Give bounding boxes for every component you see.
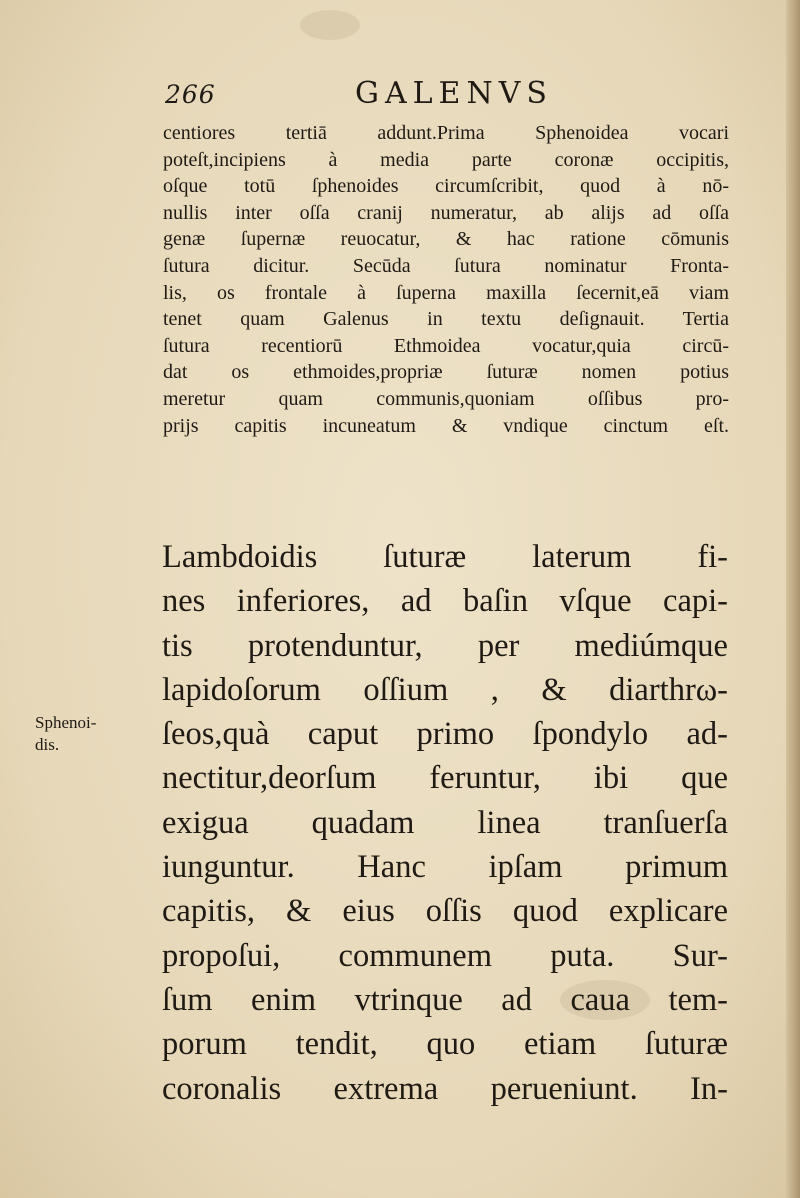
text-line: iunguntur. Hanc ipſam primum [162,849,728,886]
margin-note-line: dis. [35,735,60,754]
text-line: propoſui, communem puta. Sur- [162,937,728,974]
text-line: oſque totū ſphenoides circumſcribit, quod à nō- [163,175,729,198]
text-line: centiores tertiā addunt.Prima Sphenoidea vocari [163,122,729,144]
margin-note [35,712,155,756]
page-header-title: GALENVS [355,76,553,111]
text-line: coronalis extrema perueniunt. In- [162,1070,728,1107]
text-line: prijs capitis incuneatum & vndique cinctum eſt. [163,414,729,437]
text-line: nectitur,deorſum feruntur, ibi que [162,760,728,797]
text-line: capitis, & eius oſſis quod explicare [162,893,728,930]
text-line: exigua quadam linea tranſuerſa [162,804,728,841]
text-line: lis, os frontale à ſuperna maxilla ſecernit,eā viam [163,281,729,304]
text-line: tis protenduntur, per mediúmque [162,627,728,664]
commentary-paragraph [163,120,729,439]
text-line: meretur quam communis,quoniam oſſibus pro- [163,387,729,410]
text-line: ſutura recentiorū Ethmoidea vocatur,quia circū- [163,334,729,357]
margin-note-line: Sphenoi- [35,713,97,732]
page-number: 266 [165,80,216,109]
text-line: poteſt,incipiens à media parte coronæ occipitis, [163,148,729,171]
text-line: genæ ſupernæ reuocatur, & hac ratione cōmunis [163,228,729,251]
paper-stain [300,10,360,40]
text-line: tenet quam Galenus in textu deſignauit. Tertia [163,308,729,331]
text-line: Lambdoidis ſuturæ laterum fi- [162,539,728,575]
text-line: ſum enim vtrinque ad caua tem- [162,981,728,1018]
page-edge-shadow [786,0,800,1198]
text-line: porum tendit, quo etiam ſuturæ [162,1026,728,1063]
main-text-paragraph [162,535,728,1111]
text-line: nes inferiores, ad baſin vſque capi- [162,583,728,620]
text-line: lapidoſorum oſſium , & diarthrω- [162,671,728,708]
running-head [165,74,705,114]
text-line: dat os ethmoides,propriæ ſuturæ nomen potius [163,361,729,384]
text-line: ſeos,quà caput primo ſpondylo ad- [162,716,728,753]
text-line: nullis inter oſſa cranij numeratur, ab alijs ad oſſa [163,201,729,224]
text-line: ſutura dicitur. Secūda ſutura nominatur Fronta- [163,254,729,277]
